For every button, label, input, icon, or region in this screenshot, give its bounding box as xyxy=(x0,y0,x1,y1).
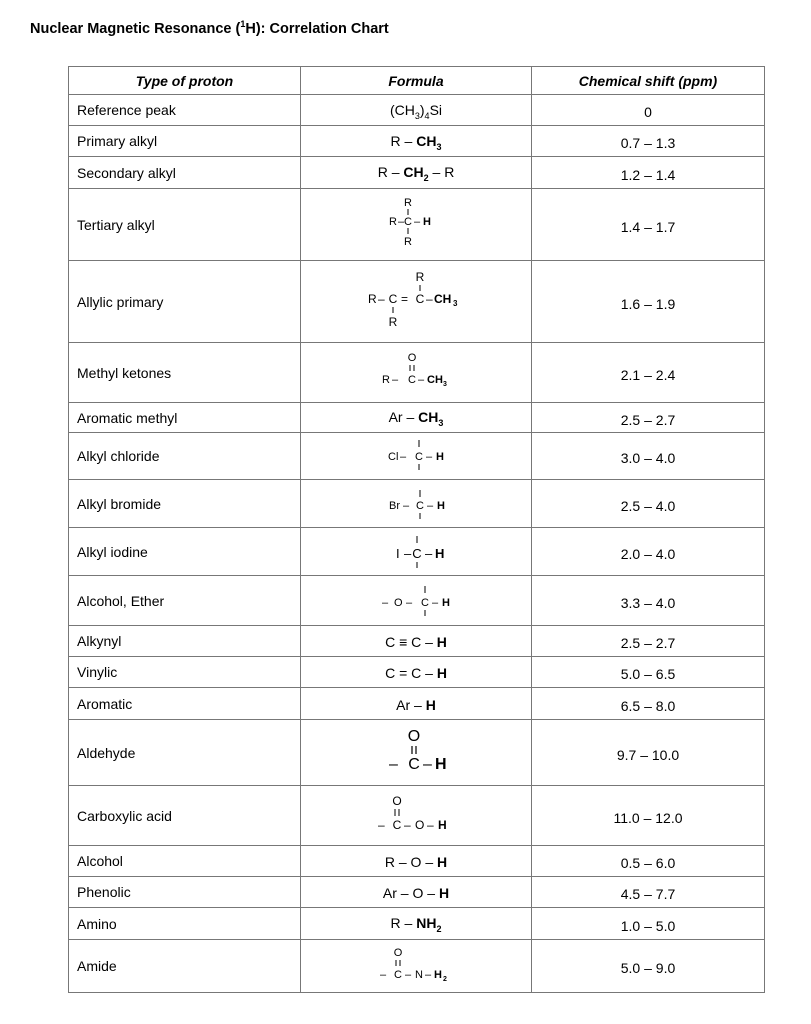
svg-text:–: – xyxy=(427,817,434,832)
svg-text:I: I xyxy=(396,545,400,561)
svg-text:–: – xyxy=(418,373,425,386)
table-row xyxy=(69,657,765,688)
shift-value: 0.5 – 6.0 xyxy=(620,855,676,871)
svg-text:C: C xyxy=(412,545,422,561)
svg-text:–: – xyxy=(389,755,398,773)
svg-text:N: N xyxy=(415,969,423,981)
type-cell: Aromatic xyxy=(69,688,301,720)
shift-cell xyxy=(532,157,765,189)
svg-text:–: – xyxy=(382,596,389,609)
type-cell: Aldehyde xyxy=(69,720,301,786)
shift-value: 1.2 – 1.4 xyxy=(620,166,676,183)
title-prefix: Nuclear Magnetic Resonance ( xyxy=(30,20,241,37)
formula-cell xyxy=(301,261,532,343)
svg-text:C: C xyxy=(415,451,423,463)
shift-value: 5.0 – 6.5 xyxy=(620,666,676,682)
svg-text:C: C xyxy=(408,755,420,773)
svg-text:C: C xyxy=(408,373,416,386)
shift-cell xyxy=(532,126,765,157)
svg-text:3: 3 xyxy=(443,380,447,388)
svg-text:O: O xyxy=(392,793,402,808)
svg-text:C: C xyxy=(421,596,429,609)
shift-value: 1.0 – 5.0 xyxy=(620,917,676,934)
amide-structure xyxy=(374,943,458,989)
formula-cell xyxy=(301,433,532,480)
carboxylic-acid-structure xyxy=(374,791,458,841)
formula-cell xyxy=(301,343,532,403)
shift-cell xyxy=(532,433,765,480)
formula-cell: Ar – $CH_3$ xyxy=(301,403,532,433)
shift-cell xyxy=(532,189,765,261)
formula-cell: R – $NH_2$ xyxy=(301,908,532,940)
svg-text:R: R xyxy=(382,373,390,386)
formula-cell xyxy=(301,940,532,993)
shift-cell xyxy=(532,528,765,576)
svg-text:O: O xyxy=(394,596,403,609)
shift-value: 2.5 – 2.7 xyxy=(620,411,676,428)
table-row xyxy=(69,480,765,528)
shift-cell xyxy=(532,576,765,626)
svg-text:H: H xyxy=(438,817,447,832)
aldehyde-structure xyxy=(381,725,451,781)
svg-text:–: – xyxy=(432,596,439,609)
shift-value: 0 xyxy=(644,104,652,120)
table-row xyxy=(69,157,765,189)
type-cell: Reference peak xyxy=(69,95,301,126)
alkyl-bromide-structure xyxy=(376,484,456,524)
type-cell: Aromatic methyl xyxy=(69,403,301,433)
shift-value: 2.0 – 4.0 xyxy=(620,545,676,562)
svg-text:–: – xyxy=(425,545,433,561)
svg-text:R: R xyxy=(368,291,377,306)
type-cell: Amino xyxy=(69,908,301,940)
svg-text:–: – xyxy=(406,596,413,609)
svg-text:–: – xyxy=(404,545,412,561)
svg-text:C: C xyxy=(415,291,425,306)
type-cell: Allylic primary xyxy=(69,261,301,343)
svg-text:2: 2 xyxy=(443,976,447,983)
table-row xyxy=(69,940,765,993)
formula-cell xyxy=(301,189,532,261)
svg-text:–: – xyxy=(392,373,399,386)
svg-text:Br: Br xyxy=(389,499,400,512)
svg-text:3: 3 xyxy=(453,298,458,308)
shift-value: 2.5 – 4.0 xyxy=(620,497,676,514)
formula-cell xyxy=(301,576,532,626)
type-cell: Secondary alkyl xyxy=(69,157,301,189)
formula-cell: R – O – H xyxy=(301,846,532,877)
svg-text:O: O xyxy=(407,727,421,745)
svg-text:O: O xyxy=(415,817,425,832)
shift-value: 2.5 – 2.7 xyxy=(620,635,676,651)
shift-cell xyxy=(532,908,765,940)
svg-text:C: C xyxy=(404,215,412,228)
shift-cell xyxy=(532,720,765,786)
type-cell: Methyl ketones xyxy=(69,343,301,403)
shift-value: 6.5 – 8.0 xyxy=(620,697,676,714)
formula-cell: C = C – H xyxy=(301,657,532,688)
formula-cell: $(CH_3)_4Si$ xyxy=(301,95,532,126)
table-row xyxy=(69,528,765,576)
svg-text:R: R xyxy=(415,269,425,284)
svg-text:–: – xyxy=(400,451,407,463)
table-row xyxy=(69,626,765,657)
page-title xyxy=(30,19,389,37)
svg-text:H: H xyxy=(437,499,445,512)
shift-cell xyxy=(532,261,765,343)
shift-value: 2.1 – 2.4 xyxy=(620,366,676,383)
shift-cell xyxy=(532,940,765,993)
svg-text:R: R xyxy=(404,235,412,248)
shift-cell xyxy=(532,95,765,126)
svg-text:–: – xyxy=(425,969,432,981)
header-type: Type of proton xyxy=(69,67,301,95)
type-cell: Vinylic xyxy=(69,657,301,688)
table-row xyxy=(69,261,765,343)
shift-cell xyxy=(532,688,765,720)
shift-value: 1.4 – 1.7 xyxy=(620,218,676,235)
table-row xyxy=(69,877,765,908)
svg-text:H: H xyxy=(436,451,444,463)
svg-text:–: – xyxy=(414,215,421,228)
type-cell: Amide xyxy=(69,940,301,993)
formula-cell: R – $CH_3$ xyxy=(301,126,532,157)
shift-value: 4.5 – 7.7 xyxy=(620,886,676,902)
table-row xyxy=(69,433,765,480)
svg-text:Cl: Cl xyxy=(388,451,399,463)
svg-text:C: C xyxy=(394,969,402,981)
allylic-primary-structure xyxy=(366,269,466,335)
svg-text:O: O xyxy=(393,947,403,959)
svg-text:–: – xyxy=(378,817,385,832)
header-formula: Formula xyxy=(301,67,532,95)
svg-text:–: – xyxy=(427,499,434,512)
table-row xyxy=(69,846,765,877)
shift-value: 3.3 – 4.0 xyxy=(620,594,676,611)
svg-text:=: = xyxy=(401,291,409,306)
svg-text:–: – xyxy=(404,817,411,832)
svg-text:–: – xyxy=(398,215,405,228)
shift-cell xyxy=(532,626,765,657)
svg-text:H: H xyxy=(442,596,450,609)
svg-text:–: – xyxy=(426,451,433,463)
shift-value: 0.7 – 1.3 xyxy=(620,135,676,151)
table-row xyxy=(69,403,765,433)
svg-text:O: O xyxy=(407,351,417,364)
svg-text:R: R xyxy=(404,196,412,209)
formula-cell: C ≡ C – H xyxy=(301,626,532,657)
type-cell: Alcohol, Ether xyxy=(69,576,301,626)
type-cell: Alcohol xyxy=(69,846,301,877)
shift-value: 11.0 – 12.0 xyxy=(613,809,683,826)
shift-cell xyxy=(532,343,765,403)
formula-cell: R – $CH_2$ – R xyxy=(301,157,532,189)
shift-cell xyxy=(532,846,765,877)
svg-text:H: H xyxy=(435,545,445,561)
correlation-table xyxy=(68,66,765,993)
svg-text:R: R xyxy=(388,314,398,329)
shift-cell xyxy=(532,786,765,846)
title-suffix: H): Correlation Chart xyxy=(245,20,389,37)
shift-value: 3.0 – 4.0 xyxy=(620,450,676,466)
table-row xyxy=(69,126,765,157)
shift-cell xyxy=(532,657,765,688)
shift-value: 9.7 – 10.0 xyxy=(616,746,680,763)
table-row xyxy=(69,720,765,786)
type-cell: Alkyl iodine xyxy=(69,528,301,576)
type-cell: Tertiary alkyl xyxy=(69,189,301,261)
header-shift: Chemical shift (ppm) xyxy=(532,67,765,95)
svg-text:–: – xyxy=(380,969,387,981)
svg-text:H: H xyxy=(434,969,442,981)
type-cell: Alkyl bromide xyxy=(69,480,301,528)
svg-text:CH: CH xyxy=(427,373,443,386)
tertiary-alkyl-structure xyxy=(381,195,451,255)
svg-text:–: – xyxy=(405,969,412,981)
title-superscript: 1 xyxy=(240,19,246,29)
table-row xyxy=(69,576,765,626)
header-row xyxy=(69,67,765,95)
formula-cell: Ar – O – H xyxy=(301,877,532,908)
methyl-ketone-structure xyxy=(376,349,456,397)
svg-text:R: R xyxy=(389,215,397,228)
svg-text:H: H xyxy=(423,215,431,228)
formula-cell: Ar – H xyxy=(301,688,532,720)
type-cell: Phenolic xyxy=(69,877,301,908)
type-cell: Alkynyl xyxy=(69,626,301,657)
table-row xyxy=(69,95,765,126)
table-row xyxy=(69,786,765,846)
svg-text:–: – xyxy=(423,755,432,773)
svg-text:–: – xyxy=(426,291,433,306)
alkyl-iodine-structure xyxy=(376,531,456,573)
svg-text:H: H xyxy=(435,755,447,773)
svg-text:C: C xyxy=(416,499,424,512)
type-cell: Carboxylic acid xyxy=(69,786,301,846)
table-row xyxy=(69,343,765,403)
alkyl-chloride-structure xyxy=(376,436,456,476)
shift-cell xyxy=(532,403,765,433)
alcohol-ether-structure xyxy=(374,580,458,622)
shift-value: 5.0 – 9.0 xyxy=(620,960,676,976)
shift-value: 1.6 – 1.9 xyxy=(620,295,676,312)
type-cell: Alkyl chloride xyxy=(69,433,301,480)
formula-cell xyxy=(301,720,532,786)
formula-cell xyxy=(301,480,532,528)
formula-cell xyxy=(301,528,532,576)
table-row xyxy=(69,688,765,720)
table-row xyxy=(69,189,765,261)
svg-text:C: C xyxy=(388,291,398,306)
table-row xyxy=(69,908,765,940)
shift-cell xyxy=(532,480,765,528)
svg-text:CH: CH xyxy=(434,291,452,306)
svg-text:C: C xyxy=(392,817,402,832)
svg-text:–: – xyxy=(378,291,385,306)
formula-cell xyxy=(301,786,532,846)
shift-cell xyxy=(532,877,765,908)
svg-text:–: – xyxy=(403,499,410,512)
type-cell: Primary alkyl xyxy=(69,126,301,157)
